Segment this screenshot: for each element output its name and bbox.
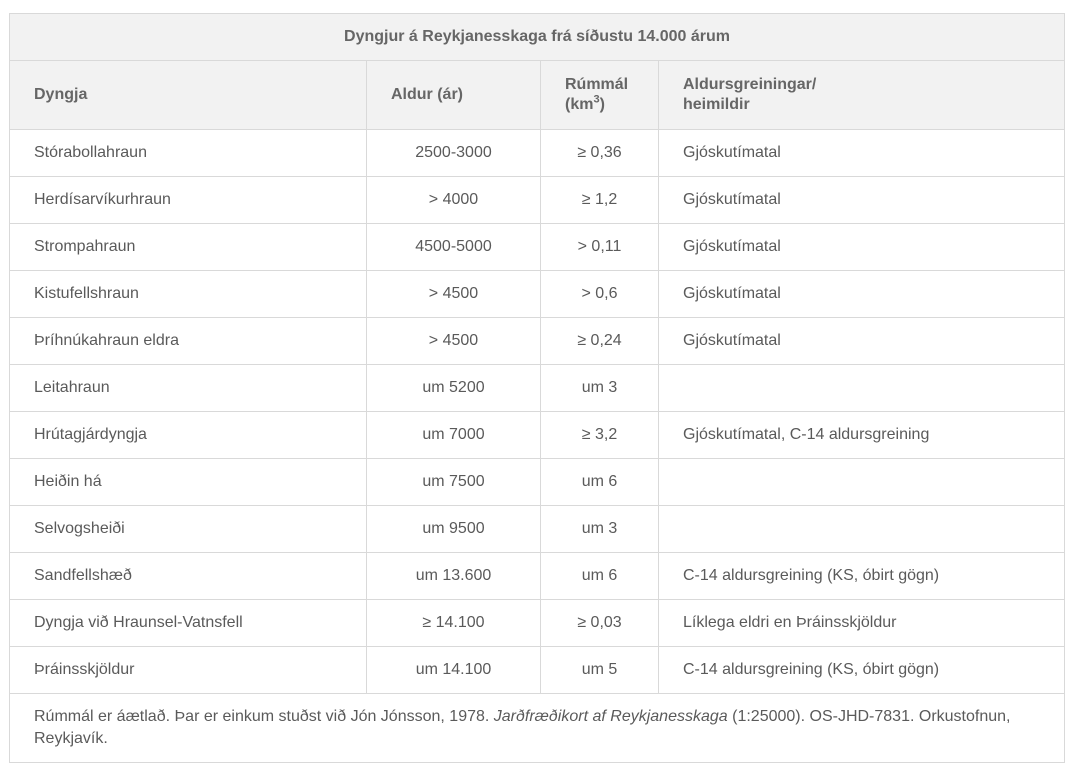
cell-heimildir: Gjóskutímatal (659, 177, 1065, 224)
cell-dyngja: Stórabollahraun (10, 130, 367, 177)
cell-rummal: ≥ 0,03 (541, 600, 659, 647)
cell-heimildir: Gjóskutímatal (659, 130, 1065, 177)
cell-rummal: ≥ 0,36 (541, 130, 659, 177)
table-row (10, 459, 1065, 506)
cell-heimildir: C-14 aldursgreining (KS, óbirt gögn) (659, 647, 1065, 694)
cell-aldur: um 7000 (367, 412, 541, 459)
footnote-map-title: Jarðfræðikort af Reykjanesskaga (493, 708, 728, 725)
table-row (10, 177, 1065, 224)
table-title-row (10, 14, 1065, 61)
table-header-row (10, 61, 1065, 130)
table-row (10, 647, 1065, 694)
cell-rummal: ≥ 0,24 (541, 318, 659, 365)
cell-heimildir: Líklega eldri en Þráinsskjöldur (659, 600, 1065, 647)
header-rummal-unit-sup: 3 (593, 93, 600, 106)
cell-aldur: ≥ 14.100 (367, 600, 541, 647)
table-row (10, 365, 1065, 412)
cell-rummal: um 6 (541, 553, 659, 600)
volcano-table (9, 13, 1065, 763)
cell-aldur: um 13.600 (367, 553, 541, 600)
cell-heimildir: Gjóskutímatal (659, 318, 1065, 365)
header-heimildir-line1: Aldursgreiningar/ (683, 76, 817, 93)
cell-rummal: um 5 (541, 647, 659, 694)
cell-dyngja: Hrútagjárdyngja (10, 412, 367, 459)
cell-dyngja: Kistufellshraun (10, 271, 367, 318)
table-row (10, 224, 1065, 271)
table-row (10, 318, 1065, 365)
footnote-text-end: (1:25000). OS-JHD-7831. Orkustofnun, Reykjavík. (34, 708, 1011, 747)
cell-heimildir: C-14 aldursgreining (KS, óbirt gögn) (659, 553, 1065, 600)
cell-dyngja: Þráinsskjöldur (10, 647, 367, 694)
cell-rummal: ≥ 1,2 (541, 177, 659, 224)
cell-aldur: um 9500 (367, 506, 541, 553)
cell-heimildir (659, 506, 1065, 553)
cell-rummal: ≥ 3,2 (541, 412, 659, 459)
cell-dyngja: Leitahraun (10, 365, 367, 412)
cell-dyngja: Selvogsheiði (10, 506, 367, 553)
table-row (10, 130, 1065, 177)
cell-dyngja: Sandfellshæð (10, 553, 367, 600)
cell-dyngja: Dyngja við Hraunsel-Vatnsfell (10, 600, 367, 647)
table-title: Dyngjur á Reykjanesskaga frá síðustu 14.000 árum (10, 14, 1065, 61)
cell-heimildir: Gjóskutímatal (659, 224, 1065, 271)
header-rummal-unit-pre: (km (565, 96, 594, 113)
table-row (10, 600, 1065, 647)
header-heimildir-line2: heimildir (683, 96, 750, 113)
cell-rummal: um 3 (541, 365, 659, 412)
cell-rummal: um 6 (541, 459, 659, 506)
cell-aldur: um 14.100 (367, 647, 541, 694)
cell-aldur: um 7500 (367, 459, 541, 506)
table-row (10, 412, 1065, 459)
header-heimildir (659, 61, 1065, 130)
cell-aldur: um 5200 (367, 365, 541, 412)
cell-aldur: 4500-5000 (367, 224, 541, 271)
cell-dyngja: Herdísarvíkurhraun (10, 177, 367, 224)
cell-rummal: um 3 (541, 506, 659, 553)
cell-rummal: > 0,11 (541, 224, 659, 271)
header-rummal-unit-post: ) (599, 96, 605, 113)
cell-heimildir: Gjóskutímatal, C-14 aldursgreining (659, 412, 1065, 459)
cell-aldur: > 4500 (367, 318, 541, 365)
cell-aldur: 2500-3000 (367, 130, 541, 177)
cell-heimildir (659, 459, 1065, 506)
header-dyngja: Dyngja (10, 61, 367, 130)
cell-heimildir (659, 365, 1065, 412)
cell-aldur: > 4000 (367, 177, 541, 224)
header-aldur: Aldur (ár) (367, 61, 541, 130)
footnote-text: Rúmmál er áætlað. Þar er einkum stuðst við Jón Jónsson, 1978. (34, 708, 494, 725)
table-row (10, 553, 1065, 600)
cell-dyngja: Þríhnúkahraun eldra (10, 318, 367, 365)
header-rummal-line1: Rúmmál (565, 76, 629, 93)
cell-rummal: > 0,6 (541, 271, 659, 318)
cell-dyngja: Strompahraun (10, 224, 367, 271)
table-footnote-row (10, 694, 1065, 763)
header-rummal (541, 61, 659, 130)
table-footnote (10, 694, 1065, 763)
table-container (9, 13, 1064, 763)
table-row (10, 271, 1065, 318)
cell-aldur: > 4500 (367, 271, 541, 318)
table-row (10, 506, 1065, 553)
cell-heimildir: Gjóskutímatal (659, 271, 1065, 318)
cell-dyngja: Heiðin há (10, 459, 367, 506)
